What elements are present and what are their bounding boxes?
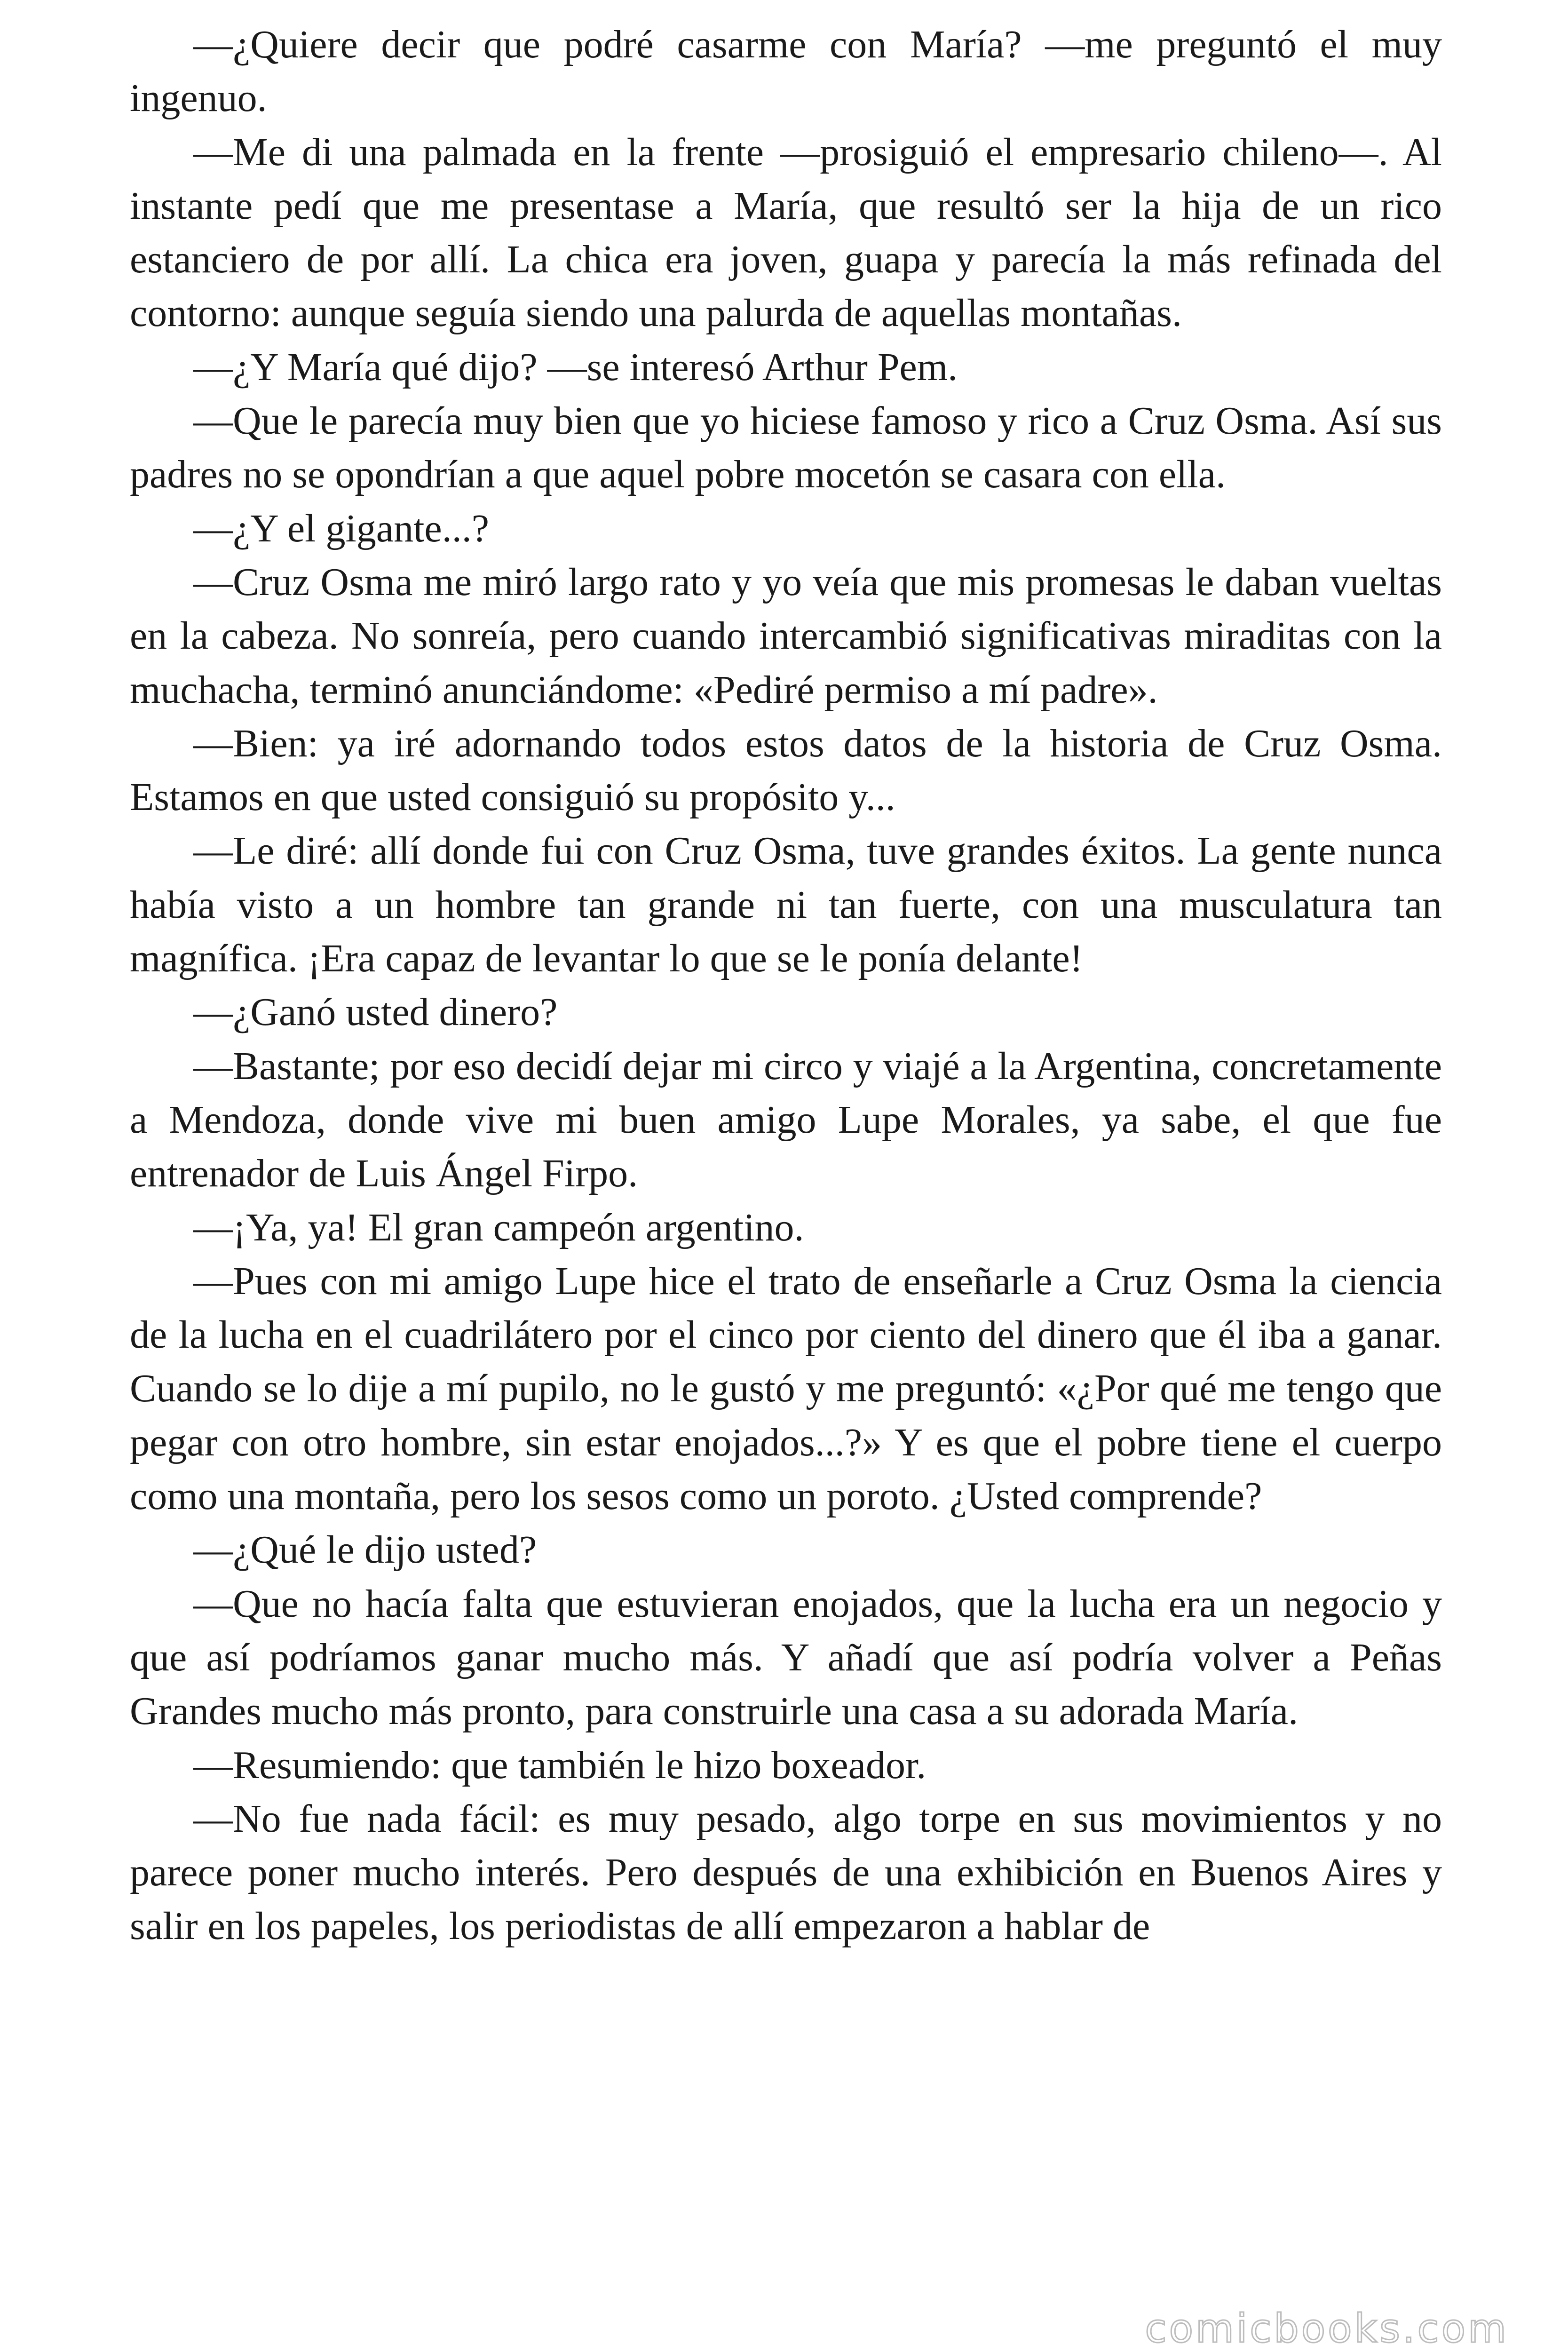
paragraph: —¿Quiere decir que podré casarme con María? —me preguntó el muy ingenuo. bbox=[130, 23, 1442, 120]
paragraph: —Que no hacía falta que estuvieran enojados, que la lucha era un negocio y que así podríamos ganar mucho más. Y añadí que así podría volver a Peñas Grandes mucho más pronto, para construirle una casa a su adorada María. bbox=[130, 1581, 1442, 1733]
paragraph: —¿Qué le dijo usted? bbox=[193, 1528, 537, 1572]
paragraph: —¿Ganó usted dinero? bbox=[193, 990, 558, 1034]
paragraph: —¿Y el gigante...? bbox=[193, 506, 489, 550]
paragraph: —Le diré: allí donde fui con Cruz Osma, tuve grandes éxitos. La gente nunca había visto a un hombre tan grande ni tan fuerte, con una musculatura tan magnífica. ¡Era capaz de levantar lo que se le ponía delante! bbox=[130, 829, 1442, 981]
paragraph: —Cruz Osma me miró largo rato y yo veía que mis promesas le daban vueltas en la cabeza. No sonreía, pero cuando intercambió significativas miraditas con la muchacha, terminó anunciándome: «Pediré permiso a mí padre». bbox=[130, 560, 1442, 712]
paragraph: —¿Y María qué dijo? —se interesó Arthur Pem. bbox=[193, 345, 958, 389]
paragraph: —No fue nada fácil: es muy pesado, algo torpe en sus movimientos y no parece poner mucho interés. Pero después de una exhibición en Buenos Aires y salir en los papeles, los periodistas de allí empezaron a hablar de bbox=[130, 1796, 1442, 1948]
book-page-text bbox=[130, 18, 1442, 1954]
paragraph: —¡Ya, ya! El gran campeón argentino. bbox=[193, 1205, 804, 1249]
paragraph: —Pues con mi amigo Lupe hice el trato de enseñarle a Cruz Osma la ciencia de la lucha en el cuadrilátero por el cinco por ciento del dinero que él iba a ganar. Cuando se lo dije a mí pupilo, no le gustó y me preguntó: «¿Por qué me tengo que pegar con otro hombre, sin estar enojados...?» Y es que el pobre tiene el cuerpo como una montaña, pero los sesos como un poroto. ¿Usted comprende? bbox=[130, 1259, 1442, 1518]
paragraph: —Bien: ya iré adornando todos estos datos de la historia de Cruz Osma. Estamos en que usted consiguió su propósito y... bbox=[130, 721, 1442, 819]
paragraph: —Me di una palmada en la frente —prosiguió el empresario chileno—. Al instante pedí que me presentase a María, que resultó ser la hija de un rico estanciero de por allí. La chica era joven, guapa y parecía la más refinada del contorno: aunque seguía siendo una palurda de aquellas montañas. bbox=[130, 130, 1442, 335]
watermark: comicbooks.com bbox=[1145, 2305, 1509, 2352]
paragraph: —Que le parecía muy bien que yo hiciese famoso y rico a Cruz Osma. Así sus padres no se opondrían a que aquel pobre mocetón se casara con ella. bbox=[130, 399, 1442, 497]
paragraph: —Resumiendo: que también le hizo boxeador. bbox=[193, 1743, 927, 1787]
paragraph: —Bastante; por eso decidí dejar mi circo y viajé a la Argentina, concretamente a Mendoza, donde vive mi buen amigo Lupe Morales, ya sabe, el que fue entrenador de Luis Ángel Firpo. bbox=[130, 1044, 1442, 1196]
